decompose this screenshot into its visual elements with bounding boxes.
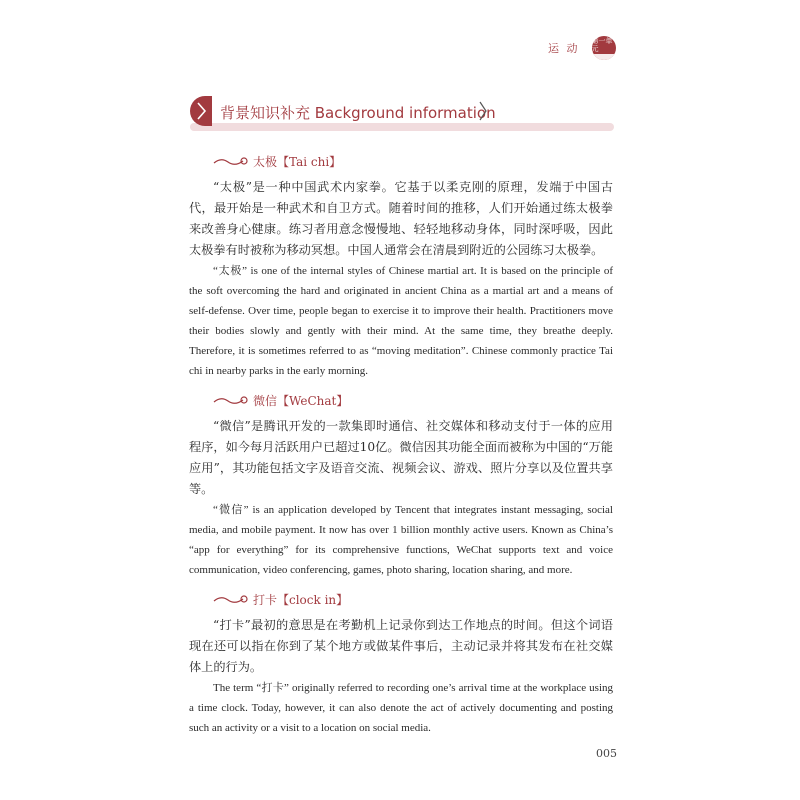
swirl-ornament-icon [213,394,249,406]
chapter-header [548,36,616,60]
section-body-zh: “微信”是腾讯开发的一款集即时通信、社交媒体和移动支付于一体的应用程序，如今每月活跃用户已超过10亿。微信因其功能全面而被称为中国的“万能应用”，其功能包括文字及语音交流、视频会议、游戏、照片分享以及位置共享等。 [189,419,613,496]
section-title: 打卡【clock in】 [253,592,349,607]
section-heading-taichi [213,152,613,170]
chevron-right-icon [190,96,212,126]
section-title: 太极【Tai chi】 [253,154,342,169]
section-body-en: “太极” is one of the internal styles of Chinese martial art. It is based on the principle of the soft overcoming the hard and originated in ancient China as a martial art and a means of self-defense. Over time, people began to exercise it to improve their health. Practitioners move their bodies slowly and gently with their mind. At the same time, they breathe deeply. Therefore, it is sometimes referred to as “moving meditation”. Chinese commonly practice Tai chi in nearby parks in the early morning. [189,265,613,377]
article-content [189,152,613,738]
banner-title: 背景知识补充 Background information [220,104,496,122]
swirl-ornament-icon [213,593,249,605]
section-body-en: The term “打卡” originally referred to recording one’s arrival time at the workplace using a time clock. Today, however, it can also denote the act of actively documenting and posting such an activity or a visit to a location on social media. [189,682,613,734]
wave-icon [592,54,616,60]
page-number: 005 [596,747,617,760]
chapter-title: 运 动 [548,42,580,55]
section-body-zh: “太极”是一种中国武术内家拳。它基于以柔克刚的原理，发端于中国古代，最开始是一种武术和自卫方式。随着时间的推移，人们开始通过练太极拳来改善身心健康。练习者用意念慢慢地、轻轻地移动身体，同时深呼吸，因此太极拳有时被称为移动冥想。中国人通常会在清晨到附近的公园练习太极拳。 [189,180,613,257]
section-heading-clockin [213,590,613,608]
swirl-ornament-icon [213,155,249,167]
section-body-en: “微信” is an application developed by Tencent that integrates instant messaging, social media, and mobile payment. It now has over 1 billion monthly active users. Known as China’s “app for everything” for its comprehensive functions, WeChat supports text and voice communication, video conferencing, games, photo sharing, location sharing, and more. [189,504,613,576]
banner-strip [190,123,614,131]
chevron-right-icon [478,100,488,122]
unit-badge [592,36,616,60]
unit-badge-label: 第一单元 [591,37,613,53]
section-title: 微信【WeChat】 [253,393,349,408]
section-banner [190,96,614,134]
section-body-zh: “打卡”最初的意思是在考勤机上记录你到达工作地点的时间。但这个词语现在还可以指在你到了某个地方或做某件事后，主动记录并将其发布在社交媒体上的行为。 [189,618,613,674]
section-heading-wechat [213,391,613,409]
